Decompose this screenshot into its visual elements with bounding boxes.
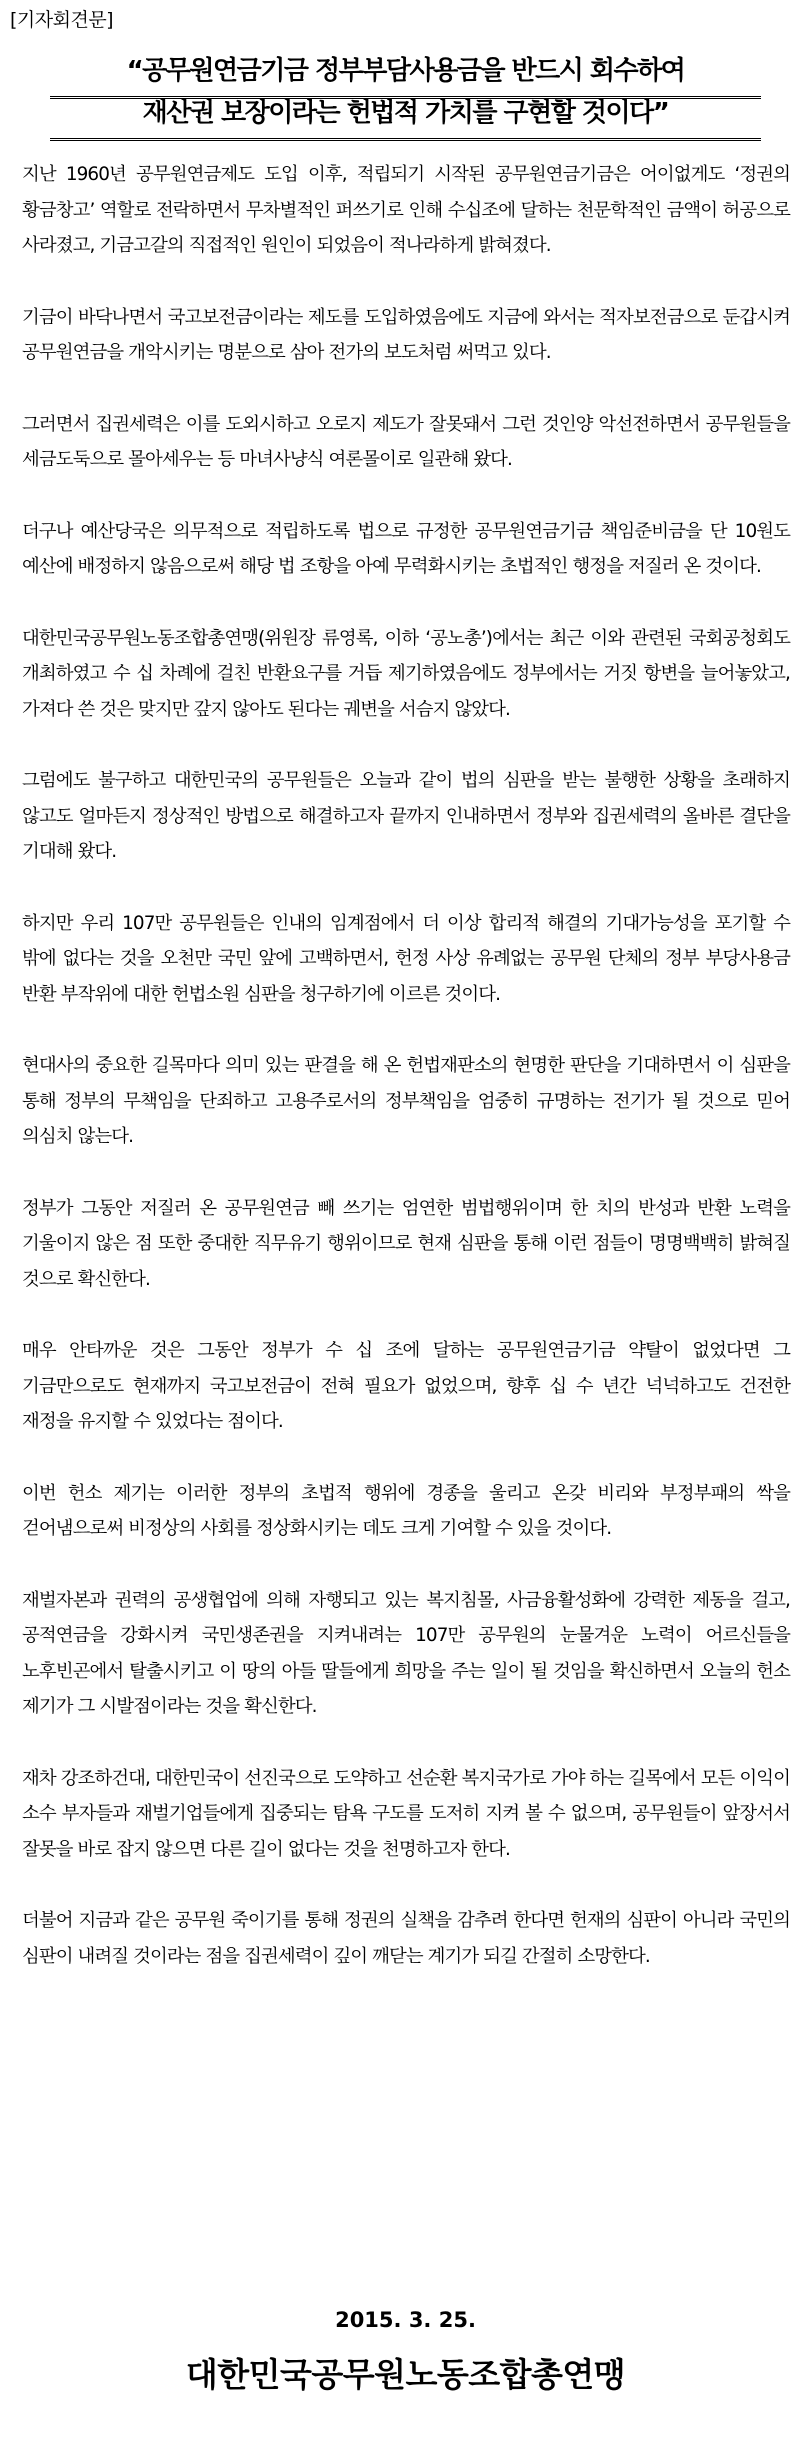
title-underline-1 bbox=[50, 96, 761, 99]
paragraph-10: 매우 안타까운 것은 그동안 정부가 수 십 조에 달하는 공무원연금기금 약탈이 없었다면 그 기금만으로도 현재까지 국고보전금이 전혀 필요가 없었으며, 향후 십 수 년간 넉넉하고도 건전한 재정을 유지할 수 있었다는 점이다. bbox=[22, 1340, 790, 1432]
document-type-tag: [기자회견문] bbox=[10, 9, 114, 31]
paragraph-6: 그럼에도 불구하고 대한민국의 공무원들은 오늘과 같이 법의 심판을 받는 불행한 상황을 초래하지 않고도 얼마든지 정상적인 방법으로 해결하고자 끝까지 인내하면서 정부와 집권세력의 올바른 결단을 기대해 왔다. bbox=[22, 770, 790, 862]
title-line-1: “공무원연금기금 정부부담사용금을 반드시 회수하여 bbox=[126, 56, 685, 86]
paragraph-5: 대한민국공무원노동조합총연맹(위원장 류영록, 이하 ‘공노총’)에서는 최근 이와 관련된 국회공청회도 개최하였고 수 십 차례에 걸친 반환요구를 거듭 제기하였음에도 정부에서는 거짓 항변을 늘어놓았고, 가져다 쓴 것은 맞지만 갚지 않아도 된다는 궤변을 서슴지 않았다. bbox=[22, 627, 790, 720]
paragraph-9: 정부가 그동안 저질러 온 공무원연금 빼 쓰기는 엄연한 범법행위이며 한 치의 반성과 반환 노력을 기울이지 않은 점 또한 중대한 직무유기 행위이므로 현재 심판을 통해 이런 점들이 명명백백히 밝혀질 것으로 확신한다. bbox=[22, 1197, 790, 1290]
paragraph-4: 더구나 예산당국은 의무적으로 적립하도록 법으로 규정한 공무원연금기금 책임준비금을 단 10원도 예산에 배정하지 않음으로써 해당 법 조항을 아예 무력화시키는 초법적인 행정을 저질러 온 것이다. bbox=[22, 520, 790, 577]
paragraph-8: 현대사의 중요한 길목마다 의미 있는 판결을 해 온 헌법재판소의 현명한 판단을 기대하면서 이 심판을 통해 정부의 무책임을 단죄하고 고용주로서의 정부책임을 엄중히 규명하는 전기가 될 것으로 믿어 의심치 않는다. bbox=[22, 1055, 790, 1147]
title-underline-2 bbox=[50, 138, 761, 141]
paragraph-12: 재벌자본과 권력의 공생협업에 의해 자행되고 있는 복지침몰, 사금융활성화에 강력한 제동을 걸고, 공적연금을 강화시켜 국민생존권을 지켜내려는 107만 공무원의 눈물겨운 노력이 어르신들을 노후빈곤에서 탈출시키고 이 땅의 아들 딸들에게 희망을 주는 일이 될 것임을 확신하면서 오늘의 헌소 제기가 그 시발점이라는 것을 확신한다. bbox=[22, 1589, 790, 1717]
title-line-2: 재산권 보장이라는 헌법적 가치를 구현할 것이다” bbox=[142, 98, 669, 128]
statement-body bbox=[22, 157, 790, 2010]
paragraph-2: 기금이 바닥나면서 국고보전금이라는 제도를 도입하였음에도 지금에 와서는 적자보전금으로 둔갑시켜 공무원연금을 개악시키는 명분으로 삼아 전가의 보도처럼 써먹고 있다. bbox=[22, 306, 790, 363]
paragraph-1: 지난 1960년 공무원연금제도 도입 이후, 적립되기 시작된 공무원연금기금은 어이없게도 ‘정권의 황금창고’ 역할로 전락하면서 무차별적인 퍼쓰기로 인해 수십조에 달하는 천문학적인 금액이 허공으로 사라졌고, 기금고갈의 직접적인 원인이 되었음이 적나라하게 밝혀졌다. bbox=[22, 164, 790, 256]
paragraph-13: 재차 강조하건대, 대한민국이 선진국으로 도약하고 선순환 복지국가로 가야 하는 길목에서 모든 이익이 소수 부자들과 재벌기업들에게 집중되는 탐욕 구도를 도저히 지켜 볼 수 없으며, 공무원들이 앞장서서 잘못을 바로 잡지 않으면 다른 길이 없다는 것을 천명하고자 한다. bbox=[22, 1767, 790, 1860]
paragraph-3: 그러면서 집권세력은 이를 도외시하고 오로지 제도가 잘못돼서 그런 것인양 악선전하면서 공무원들을 세금도둑으로 몰아세우는 등 마녀사냥식 여론몰이로 일관해 왔다. bbox=[22, 413, 790, 470]
statement-date: 2015. 3. 25. bbox=[335, 2308, 476, 2332]
issuing-organization: 대한민국공무원노동조합총연맹 bbox=[185, 2355, 626, 2394]
paragraph-7: 하지만 우리 107만 공무원들은 인내의 임계점에서 더 이상 합리적 해결의 기대가능성을 포기할 수 밖에 없다는 것을 오천만 국민 앞에 고백하면서, 헌정 사상 유례없는 공무원 단체의 정부 부당사용금 반환 부작위에 대한 헌법소원 심판을 청구하기에 이르른 것이다. bbox=[22, 912, 790, 1005]
paragraph-14: 더불어 지금과 같은 공무원 죽이기를 통해 정권의 실책을 감추려 한다면 헌재의 심판이 아니라 국민의 심판이 내려질 것이라는 점을 집권세력이 깊이 깨닫는 계기가 되길 간절히 소망한다. bbox=[22, 1910, 790, 1967]
paragraph-11: 이번 헌소 제기는 이러한 정부의 초법적 행위에 경종을 울리고 온갖 비리와 부정부패의 싹을 걷어냄으로써 비정상의 사회를 정상화시키는 데도 크게 기여할 수 있을 것이다. bbox=[22, 1482, 790, 1539]
document-title bbox=[0, 50, 811, 134]
